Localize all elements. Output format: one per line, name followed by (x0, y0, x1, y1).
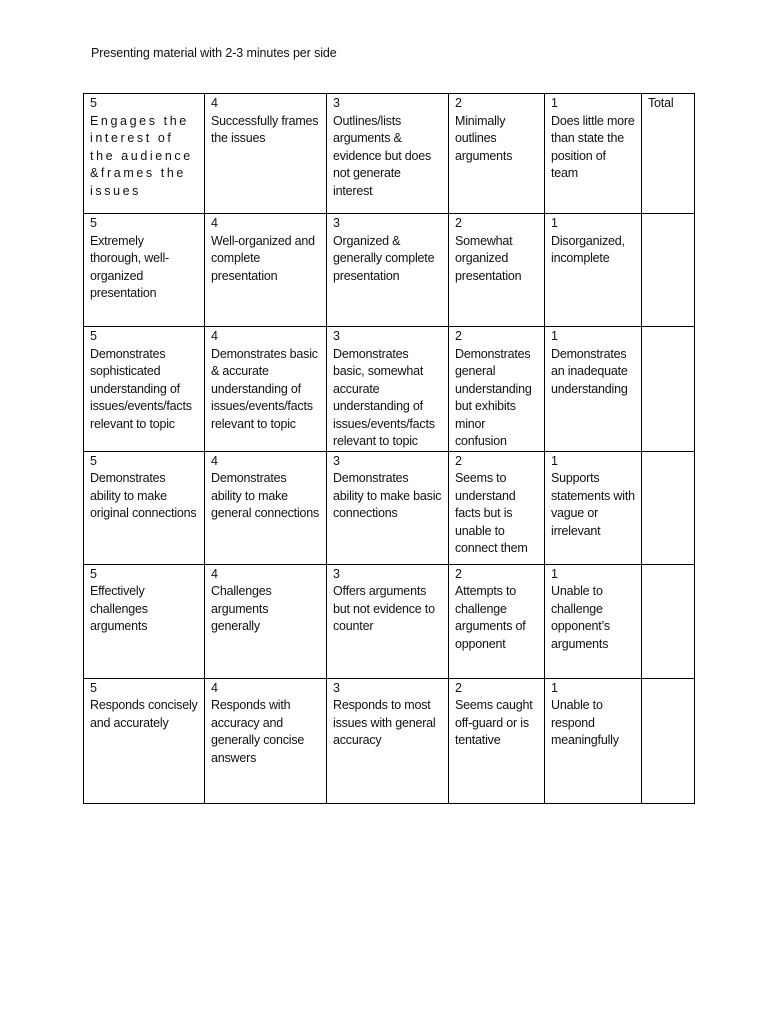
rubric-cell (545, 214, 642, 327)
score-label: 4 (211, 216, 218, 230)
total-cell (642, 564, 695, 678)
criterion-description: Demonstrates sophisticated understanding of issues/events/facts relevant to topic (90, 346, 192, 431)
rubric-row (84, 327, 695, 452)
criterion-description: Responds with accuracy and generally concise answers (211, 698, 305, 765)
rubric-cell (205, 451, 327, 564)
criterion-description: Extremely thorough, well-organized presentation (90, 233, 169, 300)
rubric-cell (205, 214, 327, 327)
score-label: 3 (333, 680, 340, 695)
rubric-row (84, 678, 695, 803)
rubric-cell (84, 327, 205, 452)
score-label: 5 (90, 329, 97, 343)
rubric-cell (449, 451, 545, 564)
criterion-description: Seems caught off-guard or is tentative (455, 698, 533, 747)
rubric-cell (449, 214, 545, 327)
total-header: Total (648, 96, 674, 110)
rubric-cell (327, 94, 449, 214)
score-label: 3 (333, 329, 340, 343)
criterion-description: Outlines/lists arguments & evidence but does not generate interest (333, 113, 432, 198)
criterion-description: Demonstrates general understanding but exhibits minor confusion (455, 346, 532, 448)
score-label: 2 (455, 453, 462, 468)
criterion-description: Responds to most issues with general accuracy (333, 698, 436, 747)
page-title: Presenting material with 2-3 minutes per side (91, 46, 337, 60)
criterion-description: Well-organized and complete presentation (211, 233, 315, 283)
rubric-cell (327, 678, 449, 803)
score-label: 4 (211, 680, 218, 695)
rubric-cell (545, 678, 642, 803)
score-label: 3 (333, 96, 340, 110)
rubric-cell (205, 94, 327, 214)
rubric-cell (84, 678, 205, 803)
criterion-description: Offers arguments but not evidence to counter (333, 584, 435, 633)
score-label: 1 (551, 680, 558, 695)
rubric-cell (205, 678, 327, 803)
score-label: 3 (333, 566, 340, 581)
score-label: 5 (90, 566, 97, 581)
score-label: 1 (551, 453, 558, 468)
rubric-cell (545, 94, 642, 214)
score-label: 3 (333, 216, 340, 230)
score-label: 2 (455, 216, 462, 230)
rubric-cell (545, 564, 642, 678)
criterion-description: Demonstrates ability to make original connections (90, 471, 197, 520)
criterion-description: Demonstrates an inadequate understanding (551, 346, 628, 396)
rubric-table (83, 93, 695, 804)
rubric-cell (327, 327, 449, 452)
score-label: 2 (455, 329, 462, 343)
total-cell (642, 678, 695, 803)
score-label: 4 (211, 566, 218, 581)
rubric-cell (449, 678, 545, 803)
score-label: 1 (551, 96, 558, 110)
criterion-description: Somewhat organized presentation (455, 233, 522, 283)
score-label: 1 (551, 216, 558, 230)
criterion-description: Successfully frames the issues (211, 113, 319, 145)
criterion-description: Seems to understand facts but is unable to connect them (455, 471, 528, 555)
total-cell (642, 94, 695, 214)
score-label: 2 (455, 680, 462, 695)
rubric-cell (545, 327, 642, 452)
rubric-row (84, 564, 695, 678)
rubric-cell (205, 327, 327, 452)
criterion-description: Responds concisely and accurately (90, 698, 198, 730)
rubric-cell (84, 564, 205, 678)
criterion-description: Does little more than state the position of team (551, 113, 635, 180)
score-label: 2 (455, 96, 462, 110)
total-cell (642, 214, 695, 327)
score-label: 4 (211, 329, 218, 343)
score-label: 5 (90, 680, 97, 695)
score-label: 2 (455, 566, 462, 581)
criterion-description: Disorganized, incomplete (551, 233, 625, 265)
criterion-description: Challenges arguments generally (211, 584, 272, 633)
rubric-cell (84, 451, 205, 564)
rubric-cell (449, 327, 545, 452)
rubric-cell (84, 94, 205, 214)
rubric-cell (545, 451, 642, 564)
score-label: 1 (551, 566, 558, 581)
criterion-description: Organized & generally complete presentation (333, 233, 435, 283)
score-label: 5 (90, 216, 97, 230)
rubric-row (84, 214, 695, 327)
score-label: 1 (551, 329, 558, 343)
criterion-description: Supports statements with vague or irrelevant (551, 471, 635, 538)
rubric-cell (327, 451, 449, 564)
score-label: 5 (90, 453, 97, 468)
rubric-cell (449, 94, 545, 214)
rubric-row (84, 94, 695, 214)
rubric-row (84, 451, 695, 564)
criterion-description: Attempts to challenge arguments of opponent (455, 584, 526, 651)
rubric-cell (327, 564, 449, 678)
criterion-description: Engages the interest of the audience &frames the issues (90, 113, 193, 198)
criterion-description: Unable to respond meaningfully (551, 698, 619, 747)
rubric-cell (205, 564, 327, 678)
score-label: 4 (211, 453, 218, 468)
criterion-description: Demonstrates ability to make basic connections (333, 471, 442, 520)
score-label: 5 (90, 96, 97, 110)
criterion-description: Demonstrates basic, somewhat accurate understanding of issues/events/facts relevant to topic (333, 346, 435, 448)
criterion-description: Demonstrates ability to make general connections (211, 471, 320, 520)
rubric-cell (84, 214, 205, 327)
score-label: 3 (333, 453, 340, 468)
criterion-description: Minimally outlines arguments (455, 113, 513, 163)
rubric-cell (449, 564, 545, 678)
criterion-description: Demonstrates basic & accurate understanding of issues/events/facts relevant to topic (211, 346, 318, 431)
total-cell (642, 327, 695, 452)
criterion-description: Effectively challenges arguments (90, 584, 148, 633)
total-cell (642, 451, 695, 564)
criterion-description: Unable to challenge opponent’s arguments (551, 584, 610, 651)
rubric-cell (327, 214, 449, 327)
score-label: 4 (211, 96, 218, 110)
